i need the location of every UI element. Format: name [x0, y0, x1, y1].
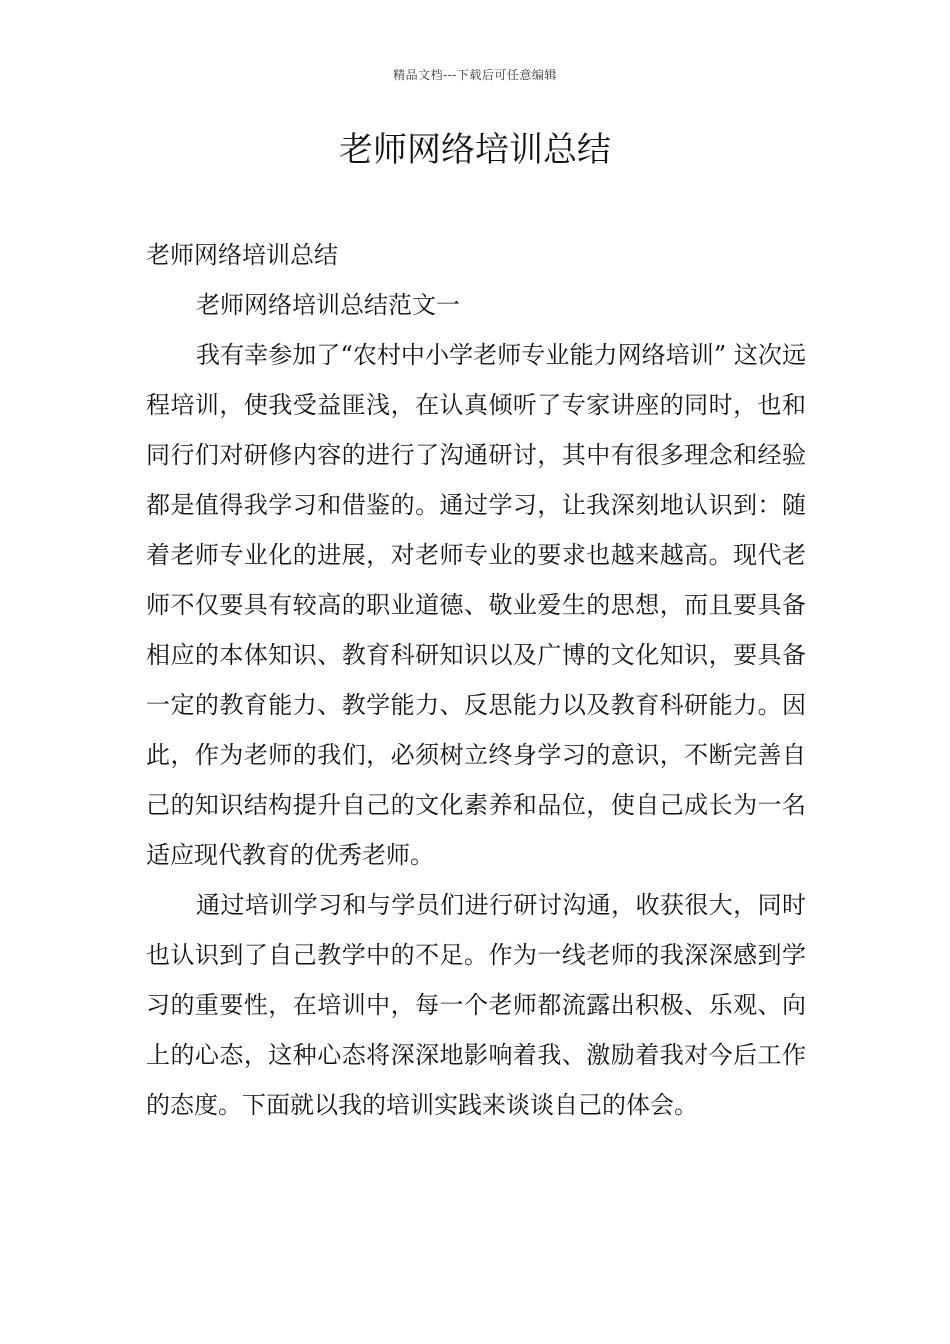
document-body: [146, 230, 806, 1130]
document-subtitle: 老师网络培训总结: [146, 241, 338, 269]
section-heading: 老师网络培训总结范文一: [196, 291, 460, 319]
paragraph: 我有幸参加了“农村中小学老师专业能力网络培训” 这次远程培训，使我受益匪浅，在认真倾听了专家讲座的同时，也和同行们对研修内容的进行了沟通研讨，其中有很多理念和经验都是值得我学习和借鉴的。通过学习，让我深刻地认识到：随着老师专业化的进展，对老师专业的要求也越来越高。现代老师不仅要具有较高的职业道德、敬业爱生的思想，而且要具备相应的本体知识、教育科研知识以及广博的文化知识，要具备一定的教育能力、教学能力、反思能力以及教育科研能力。因此，作为老师的我们，必须树立终身学习的意识，不断完善自己的知识结构提升自己的文化素养和品位，使自己成长为一名适应现代教育的优秀老师。: [146, 341, 806, 869]
header-note: 精品文档---下载后可任意编辑: [393, 68, 557, 82]
paragraph: 通过培训学习和与学员们进行研讨沟通，收获很大，同时也认识到了自己教学中的不足。作为一线老师的我深深感到学习的重要性，在培训中，每一个老师都流露出积极、乐观、向上的心态，这种心态将深深地影响着我、激励着我对今后工作的态度。下面就以我的培训实践来谈谈自己的体会。: [146, 891, 806, 1119]
document-title: 老师网络培训总结: [339, 130, 611, 170]
